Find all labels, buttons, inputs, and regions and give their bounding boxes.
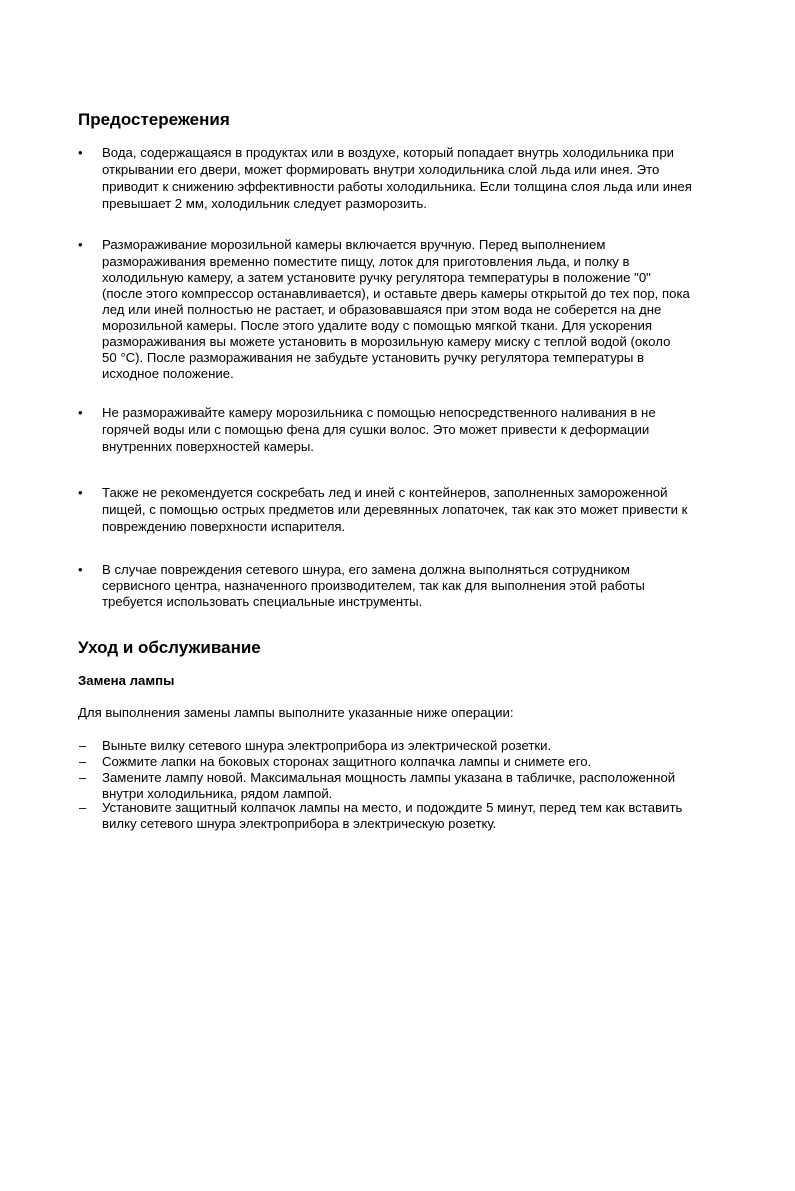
item-line: Также не рекомендуется соскребать лед и иней с контейнеров, заполненных замороженной bbox=[102, 485, 668, 500]
item-line: внутренних поверхностей камеры. bbox=[102, 439, 314, 454]
item-line: холодильную камеру, а затем установите ручку регулятора температуры в положение "0" bbox=[102, 270, 651, 285]
item-line: размораживания вы можете установить в морозильную камеру миску с теплой водой (около bbox=[102, 334, 671, 349]
dash-icon: – bbox=[79, 738, 87, 753]
item-line: лед или иней полностью не растает, и образовавшаяся при этом вода не соберется на дне bbox=[102, 302, 662, 317]
dash-icon: – bbox=[79, 770, 87, 785]
care-heading: Уход и обслуживание bbox=[78, 638, 261, 657]
item-line: В случае повреждения сетевого шнура, его замена должна выполняться сотрудником bbox=[102, 562, 630, 577]
bullet-icon: • bbox=[78, 485, 83, 500]
dash-icon: – bbox=[79, 754, 87, 769]
step-line: Выньте вилку сетевого шнура электроприбора из электрической розетки. bbox=[102, 738, 552, 753]
item-line: Размораживание морозильной камеры включается вручную. Перед выполнением bbox=[102, 237, 606, 252]
item-line: горячей воды или с помощью фена для сушки волос. Это может привести к деформации bbox=[102, 422, 650, 437]
item-line: (после этого компрессор останавливается), и оставьте дверь камеры открытой до тех пор, пока bbox=[102, 286, 690, 301]
bullet-icon: • bbox=[78, 405, 83, 420]
precautions-heading: Предостережения bbox=[78, 110, 230, 129]
bullet-icon: • bbox=[78, 562, 83, 577]
bullet-icon: • bbox=[78, 237, 83, 252]
item-line: 50 °C). После размораживания не забудьте установить ручку регулятора температуры в bbox=[102, 350, 645, 365]
step-line: Сожмите лапки на боковых сторонах защитного колпачка лампы и снимете его. bbox=[102, 754, 592, 769]
item-line: повреждению поверхности испарителя. bbox=[102, 519, 346, 534]
lamp-replacement-subheading: Замена лампы bbox=[78, 673, 175, 688]
care-intro: Для выполнения замены лампы выполните указанные ниже операции: bbox=[78, 705, 514, 720]
item-line: пищей, с помощью острых предметов или деревянных лопаточек, так как это может привести к bbox=[102, 502, 688, 517]
step-line: вилку сетевого шнура электроприбора в электрическую розетку. bbox=[102, 816, 497, 831]
step-line: Замените лампу новой. Максимальная мощность лампы указана в табличке, расположенной bbox=[102, 770, 676, 785]
item-line: Не размораживайте камеру морозильника с помощью непосредственного наливания в не bbox=[102, 405, 656, 420]
item-line: исходное положение. bbox=[102, 366, 234, 381]
item-line: размораживания временно поместите пищу, лоток для приготовления льда, и полку в bbox=[102, 254, 630, 269]
bullet-icon: • bbox=[78, 145, 83, 160]
item-line: приводит к снижению эффективности работы холодильника. Если толщина слоя льда или инея bbox=[102, 179, 692, 194]
dash-icon: – bbox=[79, 800, 87, 815]
item-line: требуется использовать специальные инструменты. bbox=[102, 594, 423, 609]
item-line: Вода, содержащаяся в продуктах или в воздухе, который попадает внутрь холодильника при bbox=[102, 145, 675, 160]
item-line: морозильной камеры. После этого удалите воду с помощью мягкой ткани. Для ускорения bbox=[102, 318, 653, 333]
item-line: открывании его двери, может формировать внутри холодильника слой льда или инея. Это bbox=[102, 162, 660, 177]
item-line: превышает 2 мм, холодильник следует разморозить. bbox=[102, 196, 427, 211]
step-line: Установите защитный колпачок лампы на место, и подождите 5 минут, перед тем как вставить bbox=[102, 800, 683, 815]
item-line: сервисного центра, назначенного производителем, так как для выполнения этой работы bbox=[102, 578, 645, 593]
step-line: внутри холодильника, рядом лампой. bbox=[102, 786, 333, 801]
